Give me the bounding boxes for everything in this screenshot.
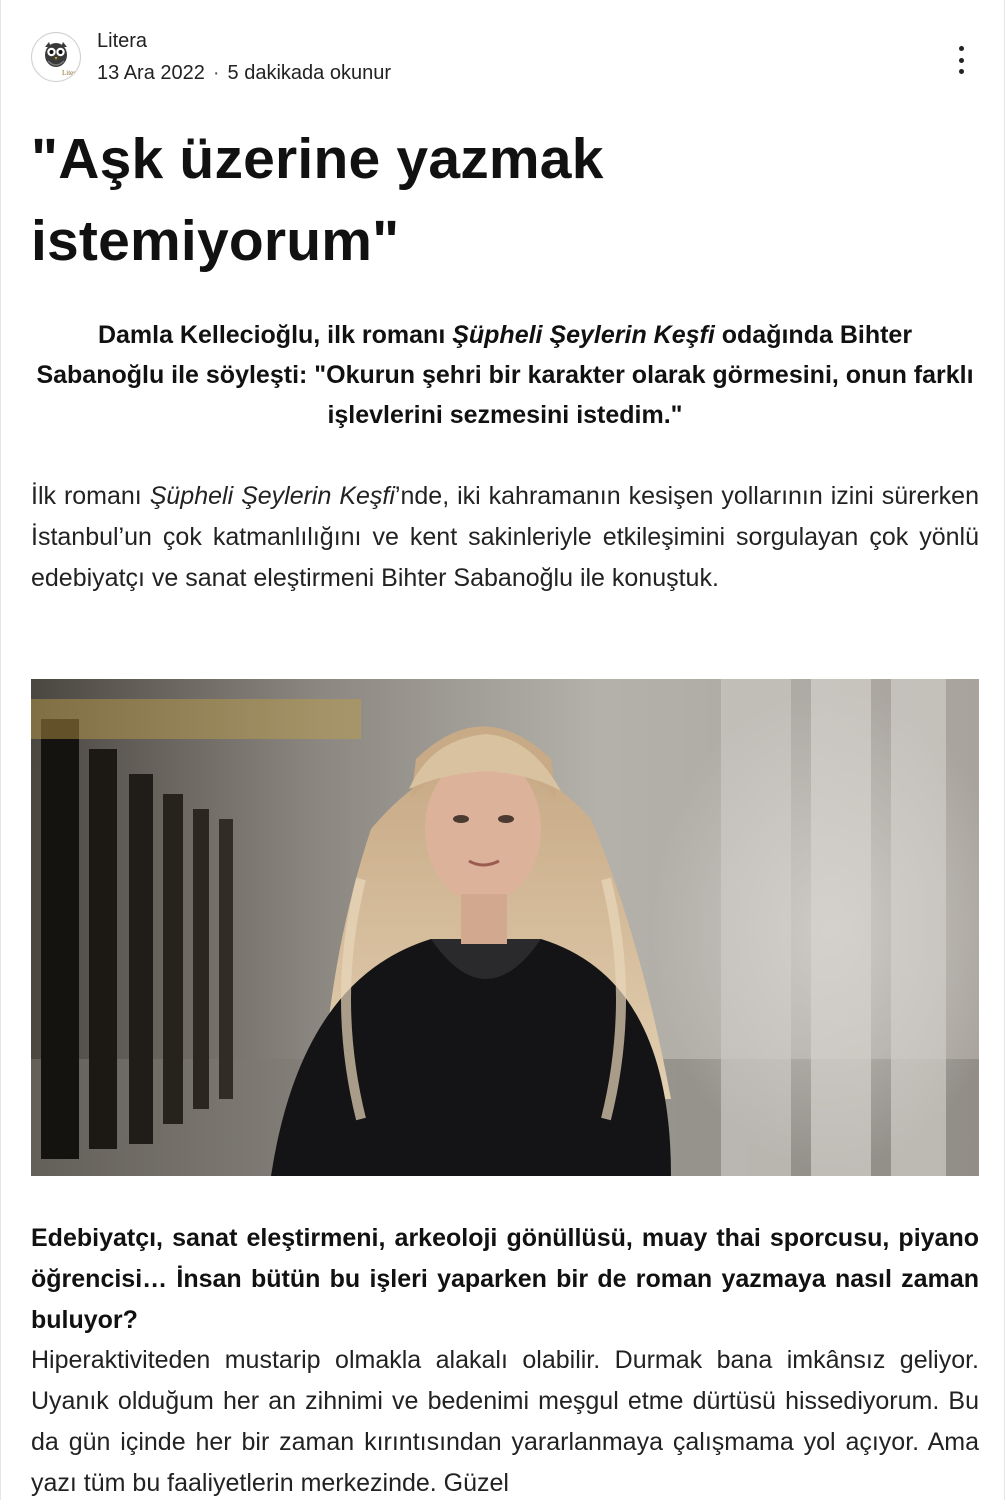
post-meta xyxy=(97,62,391,85)
more-vertical-icon[interactable] xyxy=(949,46,973,74)
article-title: "Aşk üzerine yazmak istemiyorum" xyxy=(31,127,604,273)
author-photo[interactable] xyxy=(31,679,979,1176)
read-time: 5 dakikada okunur xyxy=(227,62,391,84)
lead-text-end: odağında Bihter Sabanoğlu ile söyleşti: "Okurun şehri bir karakter olarak görmesini, onun farklı işlevlerini sezmesini istedim." xyxy=(36,321,974,429)
interview-answer: Hiperaktiviteden mustarip olmakla alakalı olabilir. Durmak bana imkânsız geliyor. Uyanık olduğum her an zihnimi ve bedenimi meşgul etme dürtüsü hissediyorum. Bu da gün içinde her bir zaman kırıntısından yararlanmaya çalışmama yol açıyor. Ama yazı tüm bu faaliyetlerin merkezinde. Güzel xyxy=(31,1346,979,1497)
interview-question: Edebiyatçı, sanat eleştirmeni, arkeoloji gönüllüsü, muay thai sporcusu, piyano öğrencisi… İnsan bütün bu işleri yaparken bir de roman yazmaya nasıl zaman buluyor? xyxy=(31,1224,979,1334)
intro-book-title: Şüpheli Şeylerin Keşfi xyxy=(149,482,395,510)
post-header xyxy=(31,26,979,90)
article-lead xyxy=(31,315,979,435)
intro-text-end: ’nde, iki kahramanın kesişen yollarının izini sürerken İstanbul’un çok katmanlılığını ve kent sakinleriyle etkileşimini sorgulayan çok yönlü edebiyatçı ve sanat eleştirmeni Bihter Sabanoğlu ile konuştuk. xyxy=(31,482,979,592)
intro-text-start: İlk romanı xyxy=(31,482,150,510)
meta-separator: · xyxy=(212,62,220,84)
lead-book-title: Şüpheli Şeylerin Keşfi xyxy=(452,321,715,349)
post-date: 13 Ara 2022 xyxy=(97,62,205,84)
author-name[interactable]: Litera xyxy=(97,30,148,52)
owl-logo-icon[interactable] xyxy=(31,32,81,82)
avatar-logo-text: Litera xyxy=(62,69,79,77)
lead-text-start: Damla Kellecioğlu, ilk romanı xyxy=(97,321,453,349)
intro-paragraph xyxy=(31,476,979,599)
